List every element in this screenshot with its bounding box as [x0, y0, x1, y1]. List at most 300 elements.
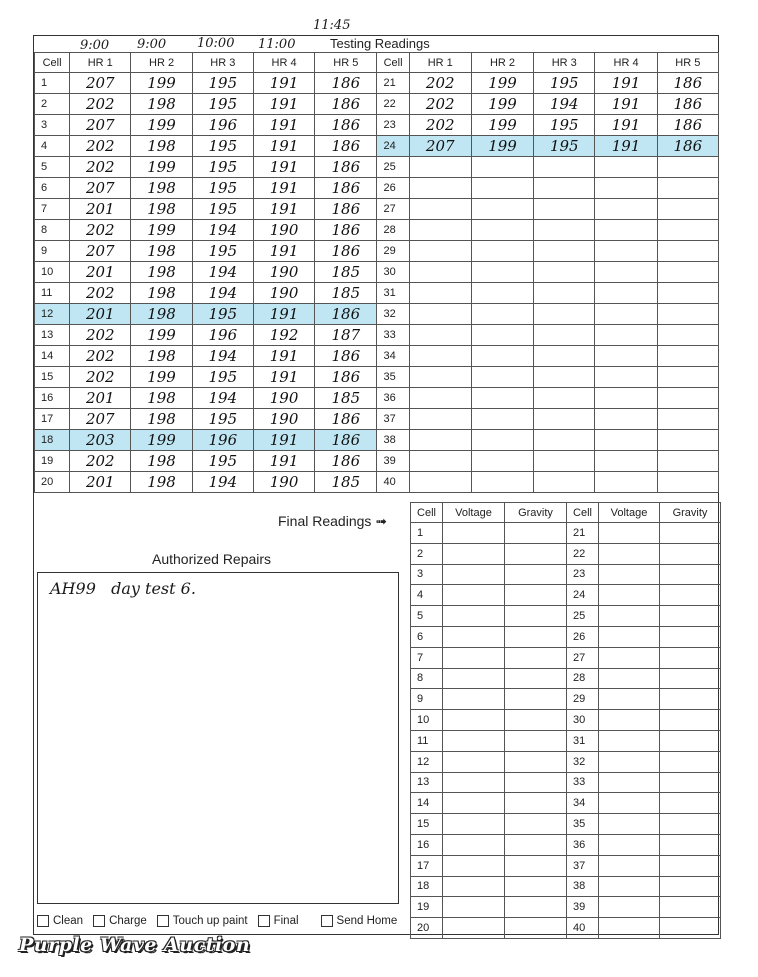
- gravity-cell[interactable]: [505, 710, 567, 731]
- gravity-cell[interactable]: [505, 626, 567, 647]
- reading-cell: 186: [657, 136, 718, 157]
- cell-number: 31: [377, 283, 409, 304]
- reading-cell: 201: [70, 472, 131, 493]
- gravity-cell[interactable]: [505, 606, 567, 627]
- voltage-cell[interactable]: [443, 730, 505, 751]
- table-row: [35, 283, 719, 304]
- time-hr2: 9:00: [137, 37, 167, 52]
- reading-cell: 199: [131, 430, 192, 451]
- cell-number: 14: [35, 346, 70, 367]
- final-readings-table: [410, 502, 721, 939]
- reading-cell: [409, 367, 471, 388]
- reading-cell: 195: [534, 115, 595, 136]
- gravity-cell[interactable]: [505, 543, 567, 564]
- checkbox-clean[interactable]: Clean: [37, 915, 83, 927]
- cell-number: 37: [567, 855, 599, 876]
- reading-cell: [409, 262, 471, 283]
- reading-cell: 191: [253, 157, 314, 178]
- cell-number: 12: [35, 304, 70, 325]
- reading-cell: 187: [315, 325, 377, 346]
- reading-cell: [657, 178, 718, 199]
- voltage-cell[interactable]: [599, 918, 660, 939]
- reading-cell: [471, 409, 533, 430]
- reading-cell: [471, 388, 533, 409]
- reading-cell: [595, 472, 657, 493]
- reading-cell: [471, 241, 533, 262]
- voltage-cell[interactable]: [443, 710, 505, 731]
- gravity-cell[interactable]: [505, 564, 567, 585]
- reading-cell: [534, 325, 595, 346]
- reading-cell: [657, 325, 718, 346]
- reading-cell: 191: [253, 94, 314, 115]
- checkbox-square-icon[interactable]: [37, 915, 49, 927]
- reading-cell: [534, 409, 595, 430]
- cell-number: 1: [35, 73, 70, 94]
- reading-cell: 185: [315, 262, 377, 283]
- cell-number: 27: [377, 199, 409, 220]
- table-row: [411, 772, 721, 793]
- reading-cell: 202: [70, 157, 131, 178]
- reading-cell: [409, 241, 471, 262]
- voltage-cell[interactable]: [443, 918, 505, 939]
- gravity-cell[interactable]: [660, 606, 721, 627]
- table-row: [411, 730, 721, 751]
- gravity-cell[interactable]: [505, 876, 567, 897]
- table-row: [411, 585, 721, 606]
- reading-cell: 207: [409, 136, 471, 157]
- reading-cell: 199: [131, 157, 192, 178]
- voltage-cell[interactable]: [443, 668, 505, 689]
- reading-cell: 198: [131, 472, 192, 493]
- voltage-cell[interactable]: [599, 543, 660, 564]
- voltage-cell[interactable]: [599, 647, 660, 668]
- cell-number: 7: [35, 199, 70, 220]
- reading-cell: 186: [315, 304, 377, 325]
- table-row: [411, 710, 721, 731]
- reading-cell: 203: [70, 430, 131, 451]
- reading-cell: [471, 472, 533, 493]
- cell-number: 5: [411, 606, 443, 627]
- gravity-cell[interactable]: [505, 730, 567, 751]
- table-row: [35, 346, 719, 367]
- reading-cell: [595, 388, 657, 409]
- gravity-cell[interactable]: [660, 918, 721, 939]
- reading-cell: 199: [131, 115, 192, 136]
- reading-cell: [595, 157, 657, 178]
- table-row: [411, 647, 721, 668]
- reading-cell: [657, 262, 718, 283]
- cell-number: 30: [377, 262, 409, 283]
- gravity-cell[interactable]: [505, 897, 567, 918]
- reading-cell: 191: [253, 304, 314, 325]
- cell-number: 19: [411, 897, 443, 918]
- authorized-repairs-box[interactable]: [37, 572, 399, 904]
- reading-cell: 199: [131, 73, 192, 94]
- cell-number: 27: [567, 647, 599, 668]
- gravity-cell[interactable]: [505, 668, 567, 689]
- testing-readings-body: [35, 73, 719, 493]
- checkbox-square-icon[interactable]: [93, 915, 105, 927]
- reading-cell: 191: [253, 451, 314, 472]
- voltage-cell[interactable]: [443, 834, 505, 855]
- cell-number: 9: [411, 689, 443, 710]
- reading-cell: [595, 178, 657, 199]
- gravity-cell[interactable]: [660, 689, 721, 710]
- table-row: [411, 814, 721, 835]
- gravity-cell[interactable]: [660, 793, 721, 814]
- voltage-cell[interactable]: [599, 814, 660, 835]
- voltage-cell[interactable]: [599, 772, 660, 793]
- cell-number: 37: [377, 409, 409, 430]
- voltage-cell[interactable]: [443, 772, 505, 793]
- col-header: HR 1: [70, 53, 131, 73]
- reading-cell: 196: [192, 115, 253, 136]
- reading-cell: 191: [595, 94, 657, 115]
- voltage-cell[interactable]: [443, 855, 505, 876]
- cell-number: 13: [411, 772, 443, 793]
- reading-cell: [534, 304, 595, 325]
- cell-number: 8: [35, 220, 70, 241]
- voltage-cell[interactable]: [599, 689, 660, 710]
- reading-cell: [657, 409, 718, 430]
- voltage-cell[interactable]: [599, 668, 660, 689]
- reading-cell: 186: [315, 346, 377, 367]
- reading-cell: 202: [70, 136, 131, 157]
- voltage-cell[interactable]: [599, 626, 660, 647]
- checkbox-final[interactable]: Final: [258, 915, 299, 927]
- cell-number: 39: [377, 451, 409, 472]
- voltage-cell[interactable]: [443, 751, 505, 772]
- cell-number: 33: [377, 325, 409, 346]
- table-row: [35, 94, 719, 115]
- reading-cell: [409, 178, 471, 199]
- reading-cell: 192: [253, 325, 314, 346]
- reading-cell: [409, 157, 471, 178]
- cell-number: 38: [567, 876, 599, 897]
- col-header: HR 3: [534, 53, 595, 73]
- reading-cell: 198: [131, 304, 192, 325]
- voltage-cell[interactable]: [599, 834, 660, 855]
- gravity-cell[interactable]: [505, 855, 567, 876]
- gravity-cell[interactable]: [660, 772, 721, 793]
- gravity-cell[interactable]: [505, 918, 567, 939]
- voltage-cell[interactable]: [443, 793, 505, 814]
- gravity-cell[interactable]: [505, 523, 567, 544]
- reading-cell: 186: [657, 115, 718, 136]
- reading-cell: [595, 325, 657, 346]
- reading-cell: [657, 304, 718, 325]
- reading-cell: 186: [315, 136, 377, 157]
- reading-cell: [409, 472, 471, 493]
- gravity-cell[interactable]: [660, 626, 721, 647]
- reading-cell: 199: [131, 325, 192, 346]
- gravity-cell[interactable]: [505, 585, 567, 606]
- reading-cell: 194: [192, 472, 253, 493]
- table-row: [411, 855, 721, 876]
- voltage-cell[interactable]: [443, 523, 505, 544]
- reading-cell: [595, 346, 657, 367]
- gravity-cell[interactable]: [660, 897, 721, 918]
- gravity-cell[interactable]: [660, 668, 721, 689]
- reading-cell: 195: [192, 367, 253, 388]
- reading-cell: [657, 199, 718, 220]
- gravity-cell[interactable]: [660, 855, 721, 876]
- gravity-cell[interactable]: [660, 730, 721, 751]
- reading-cell: [534, 220, 595, 241]
- reading-cell: 207: [70, 73, 131, 94]
- reading-cell: [471, 220, 533, 241]
- reading-cell: [471, 262, 533, 283]
- gravity-cell[interactable]: [505, 751, 567, 772]
- reading-cell: 202: [409, 115, 471, 136]
- reading-cell: 199: [131, 367, 192, 388]
- reading-cell: 190: [253, 388, 314, 409]
- col-header: Gravity: [660, 503, 721, 523]
- reading-cell: [595, 409, 657, 430]
- cell-number: 4: [411, 585, 443, 606]
- gravity-cell[interactable]: [660, 543, 721, 564]
- reading-cell: 196: [192, 325, 253, 346]
- final-readings-label: [278, 513, 387, 530]
- reading-cell: 195: [192, 136, 253, 157]
- gravity-cell[interactable]: [660, 814, 721, 835]
- reading-cell: [409, 409, 471, 430]
- gravity-cell[interactable]: [660, 710, 721, 731]
- reading-cell: [595, 199, 657, 220]
- reading-cell: 207: [70, 115, 131, 136]
- cell-number: 10: [35, 262, 70, 283]
- reading-cell: [471, 199, 533, 220]
- voltage-cell[interactable]: [599, 523, 660, 544]
- reading-cell: 186: [657, 73, 718, 94]
- reading-cell: 198: [131, 346, 192, 367]
- gravity-cell[interactable]: [660, 751, 721, 772]
- reading-cell: [409, 283, 471, 304]
- reading-cell: [471, 367, 533, 388]
- table-row: [411, 606, 721, 627]
- table-row: [411, 523, 721, 544]
- table-row: [411, 626, 721, 647]
- cell-number: 32: [567, 751, 599, 772]
- cell-number: 21: [567, 523, 599, 544]
- authorized-repairs-label: Authorized Repairs: [152, 551, 272, 567]
- gravity-cell[interactable]: [505, 647, 567, 668]
- voltage-cell[interactable]: [443, 543, 505, 564]
- gravity-cell[interactable]: [660, 876, 721, 897]
- reading-cell: 191: [253, 136, 314, 157]
- reading-cell: 202: [70, 451, 131, 472]
- time-hr5: 11:45: [313, 18, 351, 33]
- reading-cell: 191: [253, 367, 314, 388]
- voltage-cell[interactable]: [599, 585, 660, 606]
- cell-number: 20: [411, 918, 443, 939]
- voltage-cell[interactable]: [443, 689, 505, 710]
- testing-readings-table: [34, 52, 719, 493]
- reading-cell: 201: [70, 199, 131, 220]
- cell-number: 33: [567, 772, 599, 793]
- reading-cell: [657, 388, 718, 409]
- checkbox-send-home[interactable]: Send Home: [321, 915, 398, 927]
- reading-cell: [595, 283, 657, 304]
- voltage-cell[interactable]: [443, 876, 505, 897]
- voltage-cell[interactable]: [443, 897, 505, 918]
- cell-number: 32: [377, 304, 409, 325]
- gravity-cell[interactable]: [505, 689, 567, 710]
- reading-cell: [657, 451, 718, 472]
- reading-cell: 202: [70, 94, 131, 115]
- voltage-cell[interactable]: [443, 585, 505, 606]
- cell-number: 11: [411, 730, 443, 751]
- col-header: Cell: [411, 503, 443, 523]
- reading-cell: 186: [315, 199, 377, 220]
- reading-cell: 195: [192, 451, 253, 472]
- gravity-cell[interactable]: [660, 647, 721, 668]
- reading-cell: 198: [131, 451, 192, 472]
- cell-number: 12: [411, 751, 443, 772]
- reading-cell: 207: [70, 409, 131, 430]
- cell-number: 15: [35, 367, 70, 388]
- time-hr1: 9:00: [80, 38, 110, 53]
- cell-number: 24: [567, 585, 599, 606]
- reading-cell: [409, 220, 471, 241]
- cell-number: 17: [411, 855, 443, 876]
- cell-number: 39: [567, 897, 599, 918]
- voltage-cell[interactable]: [443, 814, 505, 835]
- voltage-cell[interactable]: [599, 751, 660, 772]
- reading-cell: [471, 157, 533, 178]
- reading-cell: 194: [192, 283, 253, 304]
- cell-number: 9: [35, 241, 70, 262]
- reading-cell: 191: [253, 115, 314, 136]
- cell-number: 36: [567, 834, 599, 855]
- table-row: [35, 262, 719, 283]
- reading-cell: 198: [131, 283, 192, 304]
- cell-number: 18: [411, 876, 443, 897]
- table-row: [411, 751, 721, 772]
- status-checkboxes: [37, 915, 407, 927]
- checkbox-touch-up-paint[interactable]: Touch up paint: [157, 915, 248, 927]
- voltage-cell[interactable]: [599, 564, 660, 585]
- reading-cell: 207: [70, 178, 131, 199]
- reading-cell: 198: [131, 262, 192, 283]
- gravity-cell[interactable]: [660, 585, 721, 606]
- col-header: HR 5: [657, 53, 718, 73]
- cell-number: 16: [411, 834, 443, 855]
- cell-number: 13: [35, 325, 70, 346]
- table-row: [35, 388, 719, 409]
- reading-cell: [657, 367, 718, 388]
- reading-cell: 198: [131, 388, 192, 409]
- reading-cell: 186: [315, 73, 377, 94]
- reading-cell: 194: [192, 388, 253, 409]
- gravity-cell[interactable]: [505, 814, 567, 835]
- table-row: [35, 199, 719, 220]
- table-row: [35, 241, 719, 262]
- table-row: [35, 136, 719, 157]
- cell-number: 22: [567, 543, 599, 564]
- gravity-cell[interactable]: [660, 564, 721, 585]
- checkbox-square-icon[interactable]: [157, 915, 169, 927]
- voltage-cell[interactable]: [443, 564, 505, 585]
- cell-number: 25: [567, 606, 599, 627]
- reading-cell: [534, 472, 595, 493]
- reading-cell: 195: [192, 409, 253, 430]
- reading-cell: 190: [253, 472, 314, 493]
- cell-number: 7: [411, 647, 443, 668]
- reading-cell: 194: [534, 94, 595, 115]
- gravity-cell[interactable]: [660, 834, 721, 855]
- reading-cell: [471, 325, 533, 346]
- reading-cell: [534, 178, 595, 199]
- col-header: HR 5: [315, 53, 377, 73]
- voltage-cell[interactable]: [443, 606, 505, 627]
- testing-header-row: [35, 53, 719, 73]
- cell-number: 15: [411, 814, 443, 835]
- time-hr4: 11:00: [258, 37, 296, 52]
- voltage-cell[interactable]: [443, 647, 505, 668]
- reading-cell: [409, 388, 471, 409]
- voltage-cell[interactable]: [599, 876, 660, 897]
- reading-cell: 196: [192, 430, 253, 451]
- cell-number: 40: [377, 472, 409, 493]
- cell-number: 20: [35, 472, 70, 493]
- table-row: [411, 897, 721, 918]
- reading-cell: [657, 241, 718, 262]
- table-row: [411, 543, 721, 564]
- checkbox-charge[interactable]: Charge: [93, 915, 147, 927]
- reading-cell: 194: [192, 262, 253, 283]
- cell-number: 2: [411, 543, 443, 564]
- cell-number: 3: [411, 564, 443, 585]
- reading-cell: 199: [471, 136, 533, 157]
- reading-cell: 191: [253, 241, 314, 262]
- voltage-cell[interactable]: [599, 730, 660, 751]
- col-header: Voltage: [443, 503, 505, 523]
- reading-cell: [471, 178, 533, 199]
- checkbox-square-icon[interactable]: [321, 915, 333, 927]
- voltage-cell[interactable]: [599, 897, 660, 918]
- gravity-cell[interactable]: [505, 834, 567, 855]
- voltage-cell[interactable]: [599, 855, 660, 876]
- reading-cell: 201: [70, 388, 131, 409]
- voltage-cell[interactable]: [599, 606, 660, 627]
- reading-cell: 199: [471, 94, 533, 115]
- reading-cell: 186: [315, 178, 377, 199]
- table-row: [411, 668, 721, 689]
- voltage-cell[interactable]: [599, 710, 660, 731]
- time-hr3: 10:00: [197, 36, 235, 51]
- col-header: HR 3: [192, 53, 253, 73]
- reading-cell: [409, 199, 471, 220]
- cell-number: 34: [377, 346, 409, 367]
- reading-cell: [471, 346, 533, 367]
- voltage-cell[interactable]: [443, 626, 505, 647]
- reading-cell: 185: [315, 472, 377, 493]
- voltage-cell[interactable]: [599, 793, 660, 814]
- reading-cell: 186: [315, 241, 377, 262]
- checkbox-square-icon[interactable]: [258, 915, 270, 927]
- reading-cell: [657, 346, 718, 367]
- gravity-cell[interactable]: [505, 772, 567, 793]
- cell-number: 21: [377, 73, 409, 94]
- col-header: HR 2: [471, 53, 533, 73]
- gravity-cell[interactable]: [660, 523, 721, 544]
- reading-cell: [534, 451, 595, 472]
- gravity-cell[interactable]: [505, 793, 567, 814]
- reading-cell: 198: [131, 94, 192, 115]
- cell-number: 29: [377, 241, 409, 262]
- reading-cell: 201: [70, 262, 131, 283]
